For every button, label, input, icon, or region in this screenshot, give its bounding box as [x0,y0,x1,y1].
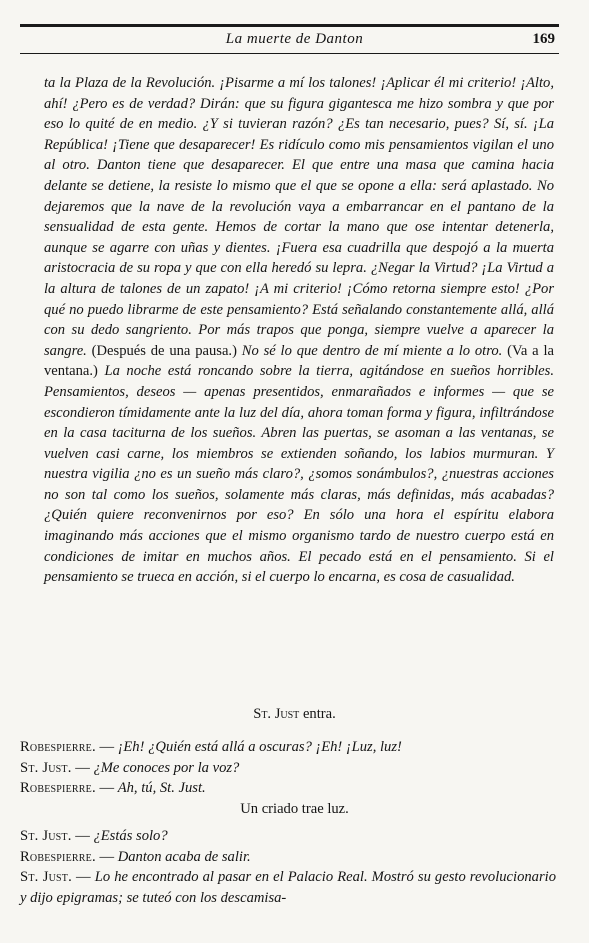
dialogue-line [20,826,556,847]
dialogue-line [20,737,556,758]
speaker-name: Robespierre. [20,848,96,865]
dialogue-line [20,847,556,868]
speaker-name: St. Just. [20,869,72,886]
page-number: 169 [532,31,555,47]
robespierre-monologue [44,73,554,588]
dialogue-line [20,778,556,799]
dialogue-line [20,758,556,779]
em-dash: — [75,828,90,844]
dialogue-block-2 [20,826,556,908]
stage-character: St. Just [253,706,300,722]
header-underline [20,53,559,54]
em-dash: — [99,780,115,797]
stage-direction-entrance [0,706,589,723]
monologue-part: La noche está roncando sobre la tierra, agitándose en sueños horribles. Pensamientos, deseos — apenas presentidos, enmarañados e informes — que se escondieron tímidamente ante la luz del día, ahora toman forma y figura, infiltrándose en la casa taciturna de los sueños. Abren las puertas, se asoman a las ventanas, se vuelven casi carne, los miembros se extienden soñando, los labios murmuran. Y nuestra vigilia ¿no es un sueño más claro?, ¿somos sonámbulos?, ¿nuestras acciones no son tal como los sueños, solamente más claras, más definidas, más acabadas? ¿Quién quiere reconvenirnos por eso? En sólo una hora el espíritu elabora imaginando más acciones que el mismo organismo tardo de nuestro cuerpo está en condiciones de imitar en muchos años. El pecado está en el pensamiento. Si el pensamiento se trueca en acción, si el cuerpo lo encarna, es cosa de casualidad. [44,363,554,586]
em-dash: — [99,739,115,755]
speaker-name: Robespierre. [20,780,96,797]
dialogue-block-1 [20,737,556,799]
em-dash: — [99,848,115,865]
stage-direction-inline: (Va a la ventana.) [44,342,554,380]
monologue-part: No sé lo que dentro de mí miente a lo otro. [241,342,503,359]
header-rule [20,24,559,27]
dialogue-line-wrapped [20,869,556,906]
em-dash: — [76,869,91,886]
speech: ¿Me conoces por la voz? [93,759,240,776]
speech: Ah, tú, St. Just. [117,780,206,797]
speaker-name: St. Just. [20,759,72,776]
em-dash: — [75,759,90,776]
monologue-part: ta la Plaza de la Revolución. ¡Pisarme a mí los talones! ¡Aplicar él mi criterio! ¡Alto, ahí! ¿Pero es de verdad? Dirán: que su figura gigantesca me hizo sombra y que por eso lo quité de en medio. ¿Y si tuvieran razón? ¿Es tan necesario, pues? Sí, sí. ¡La República! ¡Tiene que desaparecer! Es ridículo como mis pensamientos vigilan el uno al otro. Danton tiene que desaparecer. El que entre una masa que camina hacia delante se detiene, la resiste lo mismo que el que se opone a ella: será aplastado. No dejaremos que la nave de la revolución vaya a embarrancar en el pantano de la sensualidad de esta gente. Hemos de cortar la mano que ose intentar detenerla, aunque se agarre con uñas y dientes. ¡Fuera esa cuadrilla que despojó a la muerta aristocracia de su ropa y que con ella heredó su lepra. ¿Negar la Virtud? ¡La Virtud a la altura de talones de un zapato! ¡A mi criterio! ¡Cómo retorna siempre esto! ¿Por qué no puedo librarme de este pensamiento? Está señalando constantemente allá, allá con su dedo sangriento. Por más trapos que ponga, siempre vuelve a aparecer la sangre. [44,75,554,359]
stage-direction-servant: Un criado trae luz. [240,801,349,817]
speech: ¡Eh! ¿Quién está allá a oscuras? ¡Eh! ¡Luz, luz! [117,739,402,755]
speaker-name: St. Just. [20,828,72,844]
speech: Lo he encontrado al pasar en el Palacio Real. Mostró su gesto revolucionario y dijo epigramas; se tuteó con los descamisa- [20,869,556,906]
speech: Danton acaba de salir. [117,848,251,865]
stage-verb: entra. [302,706,336,722]
speaker-name: Robespierre. [20,739,96,755]
speech: ¿Estás solo? [93,828,168,844]
running-title: La muerte de Danton [225,31,364,47]
stage-direction-inline: (Después de una pausa.) [86,342,242,359]
